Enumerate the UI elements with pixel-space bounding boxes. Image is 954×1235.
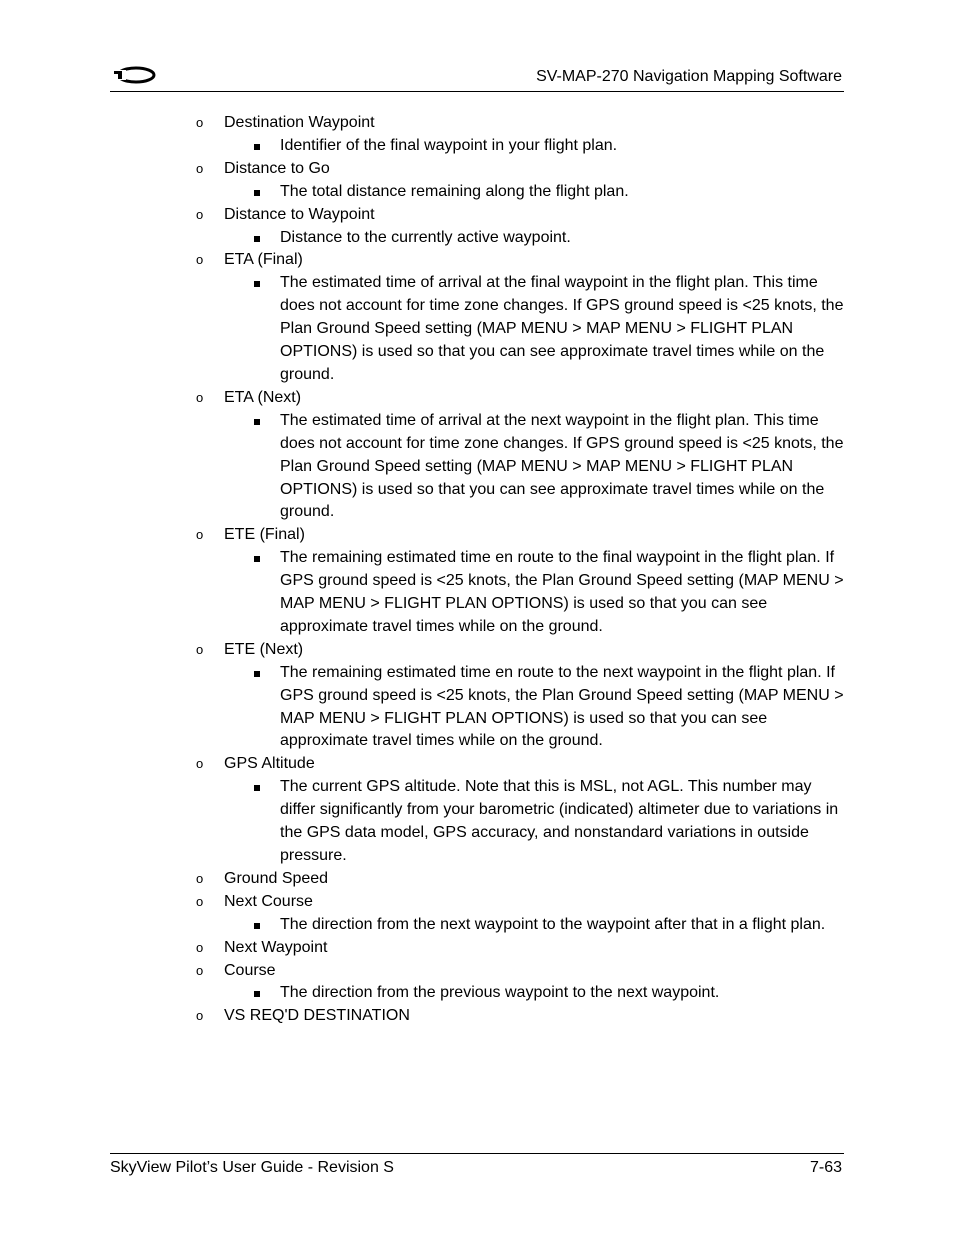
list-item-title: ETA (Final) <box>224 251 303 269</box>
list-item-title: GPS Altitude <box>224 755 315 773</box>
circle-bullet-icon: o <box>196 115 204 130</box>
list-item-title: Next Course <box>224 892 313 910</box>
header-title: SV-MAP-270 Navigation Mapping Software <box>536 68 842 85</box>
square-bullet-icon <box>254 236 260 242</box>
list-item-title: VS REQ'D DESTINATION <box>224 1007 410 1025</box>
list-item <box>0 639 844 662</box>
circle-bullet-icon: o <box>196 893 204 909</box>
square-bullet-icon <box>254 190 260 196</box>
square-bullet-icon <box>254 419 260 425</box>
list-item <box>0 937 844 960</box>
circle-bullet-icon: o <box>196 160 204 176</box>
circle-bullet-icon: o <box>196 1008 204 1024</box>
square-bullet-icon <box>254 923 260 929</box>
list-item-title: Distance to Waypoint <box>224 205 375 223</box>
sub-list-item-text: The estimated time of arrival at the final waypoint in the flight plan. This time does not account for time zone changes. If GPS ground speed is <25 knots, the Plan Ground Speed setting (MAP MENU > MAP MENU > FLIGHT PLAN OPTIONS) is used so that you can see approximate travel times while on the ground. <box>280 274 844 383</box>
sub-list-item-text: The estimated time of arrival at the next waypoint in the flight plan. This time does not account for time zone changes. If GPS ground speed is <25 knots, the Plan Ground Speed setting (MAP MENU > MAP MENU > FLIGHT PLAN OPTIONS) is used so that you can see approximate travel times while on the ground. <box>280 411 844 521</box>
sub-list-item <box>0 272 844 387</box>
circle-bullet-icon: o <box>196 962 204 978</box>
bullet-list <box>0 112 954 1028</box>
page-footer <box>110 1153 844 1184</box>
list-item <box>0 158 844 181</box>
list-item <box>0 960 844 983</box>
square-bullet-icon <box>254 785 260 791</box>
list-item-title: ETA (Next) <box>224 388 302 406</box>
sub-list-item <box>0 227 844 250</box>
sub-list-item <box>0 982 844 1005</box>
sub-list-item-text: The current GPS altitude. Note that this is MSL, not AGL. This number may differ significantly from your barometric (indicated) altimeter due to variations in the GPS data model, GPS accuracy, and nonstandard variations in outside pressure. <box>280 778 839 864</box>
sub-list-item-text: The remaining estimated time en route to the next waypoint in the flight plan. If GPS ground speed is <25 knots, the Plan Ground Speed setting (MAP MENU > MAP MENU > FLIGHT PLAN OPTIONS) is used so that you can see approximate travel times while on the ground. <box>280 663 844 750</box>
circle-bullet-icon: o <box>196 756 204 772</box>
square-bullet-icon <box>254 991 260 997</box>
circle-bullet-icon: o <box>196 527 204 543</box>
circle-bullet-icon: o <box>196 389 204 405</box>
sub-list-item-text: The total distance remaining along the flight plan. <box>280 182 629 200</box>
sub-list-item-text: The direction from the previous waypoint to the next waypoint. <box>280 984 720 1002</box>
sub-list-item <box>0 776 844 868</box>
square-bullet-icon <box>254 144 260 150</box>
list-item <box>0 753 844 776</box>
list-item-title: Next Waypoint <box>224 938 328 956</box>
sub-list-item <box>0 410 844 525</box>
sub-list-item-text: The direction from the next waypoint to the waypoint after that in a flight plan. <box>280 915 826 933</box>
list-item <box>0 1005 844 1028</box>
circle-bullet-icon: o <box>196 252 204 268</box>
circle-bullet-icon: o <box>196 939 204 955</box>
circle-bullet-icon: o <box>196 870 204 886</box>
square-bullet-icon <box>254 671 260 677</box>
dynon-logo-icon <box>112 66 156 84</box>
page-header <box>110 60 844 92</box>
sub-list-item-text: Distance to the currently active waypoint. <box>280 228 571 246</box>
list-item <box>0 387 844 410</box>
square-bullet-icon <box>254 281 260 287</box>
circle-bullet-icon: o <box>196 206 204 222</box>
sub-list-item-text: The remaining estimated time en route to the final waypoint in the flight plan. If GPS ground speed is <25 knots, the Plan Ground Speed setting (MAP MENU > MAP MENU > FLIGHT PLAN OPTIONS) is used so that you can see approximate travel times while on the ground. <box>280 549 844 635</box>
page-number: 7-63 <box>809 1159 842 1176</box>
sub-list-item <box>0 135 844 158</box>
list-item <box>0 524 844 547</box>
list-item-title: ETE (Final) <box>224 526 305 544</box>
list-item-title: Ground Speed <box>224 869 329 887</box>
sub-list-item <box>0 914 844 937</box>
list-item-title: Distance to Go <box>224 159 330 177</box>
sub-list-item <box>0 181 844 204</box>
list-item <box>0 891 844 914</box>
list-item <box>0 249 844 272</box>
sub-list-item <box>0 547 844 639</box>
list-item-title: ETE (Next) <box>224 640 304 658</box>
list-item-title: Destination Waypoint <box>224 114 375 131</box>
list-item-title: Course <box>224 961 276 979</box>
circle-bullet-icon: o <box>196 641 204 657</box>
sub-list-item <box>0 662 844 754</box>
list-item <box>0 204 844 227</box>
square-bullet-icon <box>254 556 260 562</box>
sub-list-item-text: Identifier of the final waypoint in your flight plan. <box>280 136 618 154</box>
list-item <box>0 112 844 135</box>
footer-document-title: SkyView Pilot’s User Guide - Revision S <box>110 1159 394 1176</box>
list-item <box>0 868 844 891</box>
